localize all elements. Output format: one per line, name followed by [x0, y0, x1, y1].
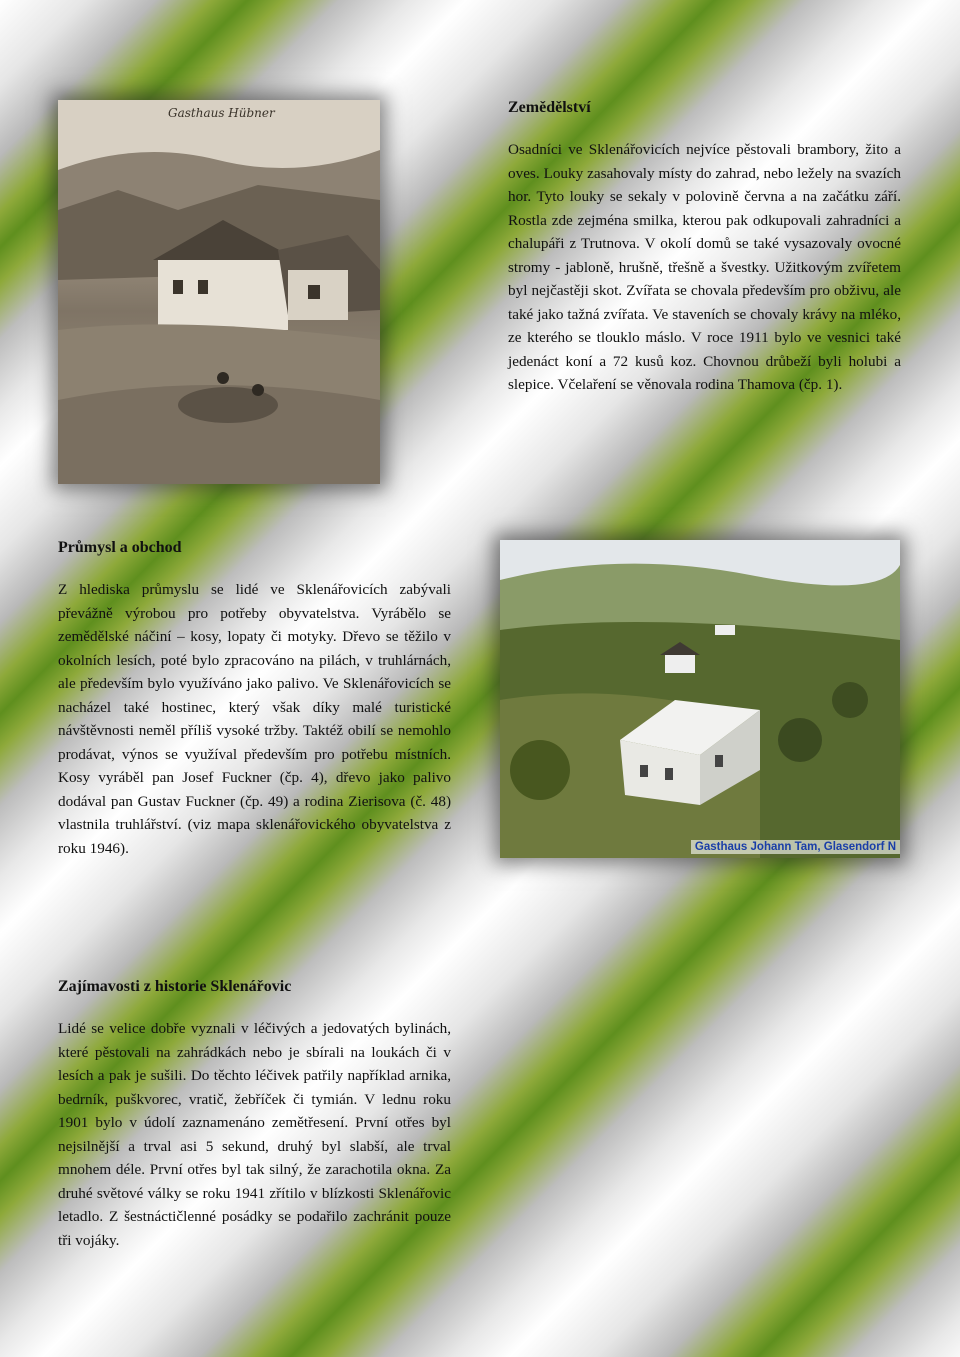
section-zajimavosti [58, 977, 451, 1252]
section-heading: Průmysl a obchod [58, 539, 182, 556]
section-prumysl-a-obchod [58, 538, 451, 860]
historic-postcard-gasthaus-johann-tam [500, 540, 900, 858]
section-paragraph: Osadníci ve Sklenářovicích nejvíce pěstovali brambory, žito a oves. Louky zasahovaly místy do zahrad, nebo ležely na svazích hor. Tyto louky se sekaly v polovině června a na začátku září. Rostla zde zejména smilka, kterou pak odkupovali zahradníci a chalupáři z Trutnova. V okolí domů se také vysazovaly ovocné stromy - jabloně, hrušně, třešně a švestky. Užitkovým zvířetem byl nejčastěji skot. Zvířata se chovala především pro obživu, ale také jako tažná zvířata. Ve staveních se chovaly krávy na mléko, ze kterého se tlouklo máslo. V roce 1911 bylo ve vesnici také jedenáct koní a 72 kusů koz. Chovnou drůbeží byli holubi a slepice. Včelaření se věnovala rodina Thamova (čp. 1). [508, 141, 901, 393]
photo-scene-illustration [58, 100, 380, 484]
section-paragraph: Lidé se velice dobře vyznali v léčivých a jedovatých bylinách, které pěstovali na zahrádkách nebo je sbírali na loukách či v lesích a pak je sušili. Do těchto léčivek patřily například arnika, bedrník, puškvorec, vratič, žebříček či tymián. V lednu roku 1901 bylo v údolí zaznamenáno zemětřesení. První otřes byl nejsilnější a trval asi 5 sekund, druhý byl slabší, ale trval mnohem déle. První otřes byl tak silný, že zarachotila okna. Za druhé světové války se roku 1941 zřítilo v blízkosti Sklenářovic letadlo. Z šestnáctičlenné posádky se podařilo zachránit pouze tři vojáky. [58, 1020, 451, 1249]
section-heading: Zemědělství [508, 99, 591, 116]
postcard-scene-illustration [500, 540, 900, 858]
section-zemedelstvi [508, 98, 901, 397]
section-paragraph: Z hlediska průmyslu se lidé ve Sklenářovicích zabývali převážně výrobou pro potřeby obyvatelstva. Vyrábělo se zemědělské náčiní – kosy, lopaty či motyky. Dřevo se těžilo v okolních lesích, poté bylo zpracováno na pilách, v truhlárnách, ale především bylo využíváno jako palivo. Ve Sklenářovicích se nacházel také hostinec, který však díky malé turistické návštěvnosti neměl příliš vysoké tržby. Taktéž obilí se nemohlo prodávat, výnos se využíval především pro potřebu místních. Kosy vyráběl pan Josef Fuckner (čp. 4), dřevo jako palivo dodával pan Gustav Fuckner (čp. 49) a rodina Zierisova (č. 48) vlastnila truhlářství. (viz mapa sklenářovického obyvatelstva z roku 1946). [58, 581, 451, 857]
section-heading: Zajímavosti z historie Sklenářovic [58, 978, 292, 995]
historic-photo-gasthaus-hubner [58, 100, 380, 484]
photo-caption: Gasthaus Hübner [168, 106, 275, 120]
postcard-caption: Gasthaus Johann Tam, Glasendorf N [691, 840, 900, 854]
